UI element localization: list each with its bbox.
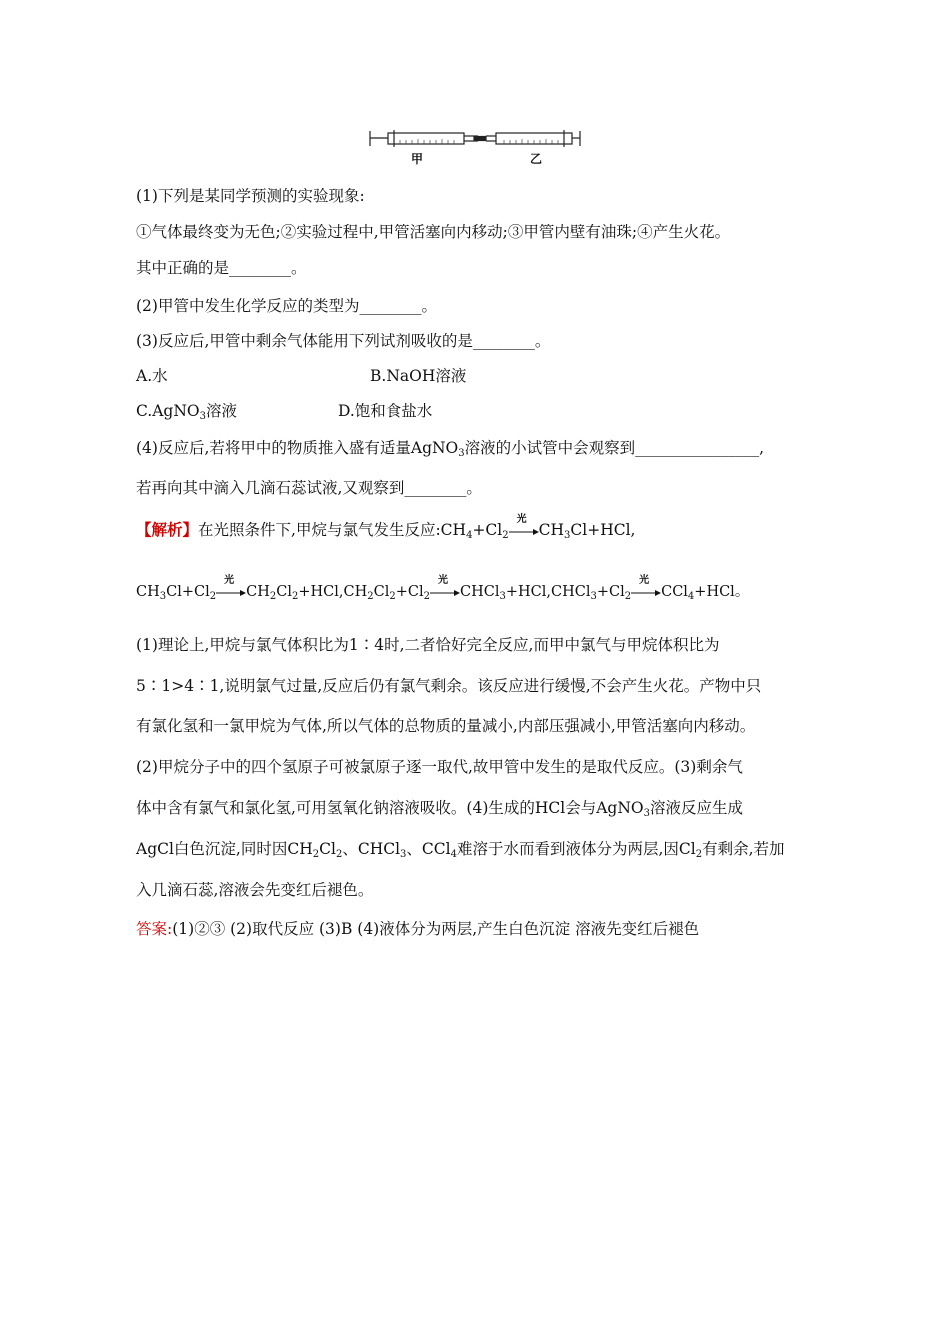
eq2-line: $CH_3Cl+Cl_2$ 光 $CH_2Cl_2+HCl,CH_2Cl_2+Cl_2$ 光 $CHCl_3+HCl,CHCl_3+Cl_2$ 光 CCl$_4$+HCl。 — [136, 575, 750, 602]
syringe-apparatus-figure — [368, 128, 582, 166]
q4-line1-text: (4)反应后,若将甲中的物质推入盛有适量AgNO — [136, 439, 459, 457]
text: 有剩余,若加 — [702, 840, 785, 858]
arrow-condition: 光 — [516, 514, 527, 525]
sub: 3 — [564, 530, 571, 541]
sub: 2 — [335, 849, 343, 860]
arrow-icon — [216, 589, 246, 597]
para-line-5-post: 溶液反应生成 — [649, 799, 743, 817]
option-c-text: C.AgNO — [136, 402, 200, 420]
sub: 2 — [695, 849, 703, 860]
analysis-intro: 在光照条件下,甲烷与氯气发生反应: — [198, 521, 441, 539]
sub: 4 — [466, 530, 473, 541]
sub: 2 — [423, 591, 430, 602]
sub: 2 — [367, 591, 374, 602]
arrow-icon — [631, 589, 661, 597]
tube-label-left: 甲 — [411, 152, 424, 166]
arrow-condition: 光 — [639, 575, 650, 586]
sub: 2 — [209, 591, 217, 602]
light-arrow — [430, 575, 460, 599]
q4-line1 — [136, 438, 764, 458]
para-line-5-text: 体中含有氯气和氯化氢,可用氢氧化钠溶液吸收。(4)生成的HCl会与AgNO — [136, 799, 644, 817]
para-line-1: (1)理论上,甲烷与氯气体积比为1∶4时,二者恰好完全反应,而甲中氯气与甲烷体积比为 — [136, 636, 720, 654]
arrow-icon — [430, 589, 460, 597]
analysis-intro-line — [136, 514, 636, 541]
arrow-icon — [509, 528, 539, 536]
sub: 2 — [269, 591, 277, 602]
text: 、CCl — [406, 840, 451, 858]
text: 难溶于水而看到液体分为两层,因Cl — [456, 840, 696, 858]
para-line-2: 5∶1>4∶1,说明氯气过量,反应后仍有氯气剩余。该反应进行缓慢,不会产生火花。产物中只 — [136, 677, 762, 695]
sub: 2 — [312, 849, 320, 860]
sub: 2 — [389, 591, 396, 602]
q4-line2: 若再向其中滴入几滴石蕊试液,又观察到________。 — [136, 479, 482, 497]
q1-options: ①气体最终变为无色;②实验过程中,甲管活塞向内移动;③甲管内壁有油珠;④产生火花。 — [136, 223, 731, 241]
text: AgCl白色沉淀,同时因CH — [136, 840, 313, 858]
para-line-3: 有氯化氢和一氯甲烷为气体,所以气体的总物质的量减小,内部压强减小,甲管活塞向内移动。 — [136, 717, 756, 735]
analysis-tag: 【解析】 — [136, 520, 199, 539]
eq1-products: $CH_3Cl+HCl$, — [538, 521, 636, 541]
sub: 3 — [400, 849, 407, 860]
sub: 2 — [624, 591, 632, 602]
light-arrow — [216, 575, 246, 599]
answer-line — [136, 919, 699, 939]
option-c-sub: 3 — [199, 411, 206, 422]
para-line-7: 入几滴石蕊,溶液会先变红后褪色。 — [136, 881, 374, 899]
sub: 2 — [502, 530, 509, 541]
q1-correct: 其中正确的是________。 — [136, 259, 307, 277]
q3: (3)反应后,甲管中剩余气体能用下列试剂吸收的是________。 — [136, 332, 551, 350]
option-a: A.水 — [136, 367, 168, 385]
para-line-6 — [136, 839, 785, 859]
q4-line1-sub: 3 — [458, 448, 465, 459]
sub: 3 — [159, 591, 167, 602]
sub: 3 — [499, 591, 506, 602]
option-d: D.饱和食盐水 — [338, 402, 433, 420]
text: Cl — [319, 840, 336, 858]
tube-label-right: 乙 — [530, 152, 543, 166]
arrow-condition: 光 — [437, 575, 448, 586]
para-line-5 — [136, 798, 743, 818]
q1-prompt: (1)下列是某同学预测的实验现象: — [136, 187, 365, 205]
option-b: B.NaOH溶液 — [370, 367, 467, 385]
sub: 3 — [590, 591, 597, 602]
light-arrow — [631, 575, 661, 599]
sub: 4 — [687, 591, 695, 602]
option-c-post: 溶液 — [206, 402, 238, 420]
sub: 2 — [291, 591, 299, 602]
answer-tag: 答案: — [136, 920, 173, 938]
arrow-condition: 光 — [224, 575, 235, 586]
eq1-reactants: $CH_4+Cl_2$ — [440, 521, 509, 541]
q2: (2)甲管中发生化学反应的类型为________。 — [136, 297, 437, 315]
option-c — [136, 401, 237, 421]
text: 、CHCl — [342, 840, 401, 858]
sub: 4 — [450, 849, 457, 860]
light-arrow — [509, 514, 539, 538]
q4-line1-post: 溶液的小试管中会观察到________________, — [464, 439, 765, 457]
syringes-drawing — [368, 128, 582, 150]
answer-text: (1)②③ (2)取代反应 (3)B (4)液体分为两层,产生白色沉淀 溶液先变红后褪色 — [172, 920, 700, 938]
para-line-4: (2)甲烷分子中的四个氢原子可被氯原子逐一取代,故甲管中发生的是取代反应。(3)剩余气 — [136, 758, 743, 776]
sub: 3 — [643, 808, 650, 819]
